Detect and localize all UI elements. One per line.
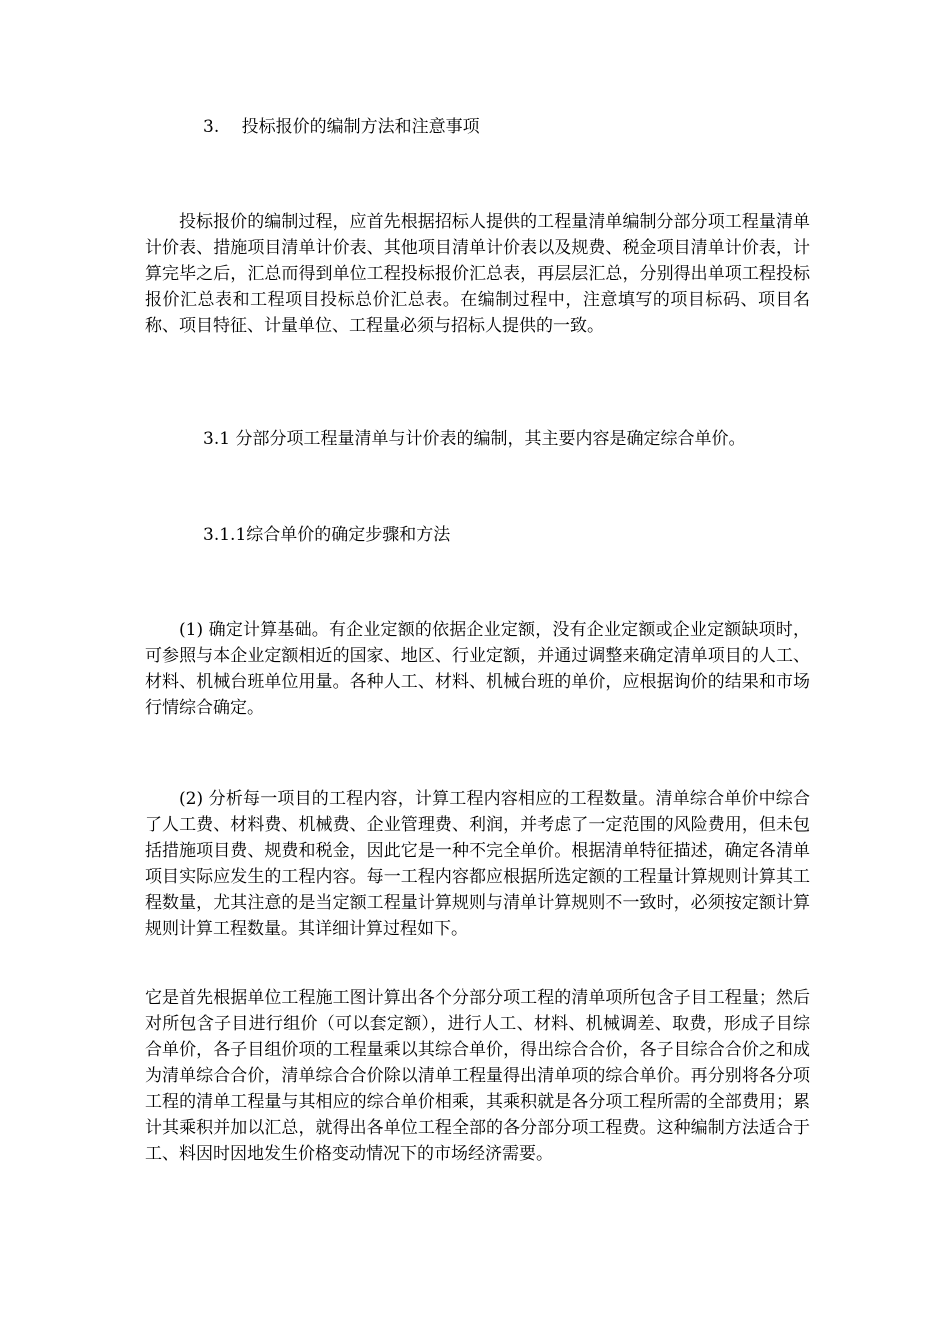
detail-paragraph: 它是首先根据单位工程施工图计算出各个分部分项工程的清单项所包含子目工程量；然后对所包含子目进行组价（可以套定额），进行人工、材料、机械调差、取费，形成子目综合单价，各子目组价项的工程量乘以其综合单价，得出综合合价，各子目综合合价之和成为清单综合合价，清单综合合价除以清单工程量得出清单项的综合单价。再分别将各分项工程的清单工程量与其相应的综合单价相乘，其乘积就是各分项工程所需的全部费用；累计其乘积并加以汇总，就得出各单位工程全部的各分部分项工程费。这种编制方法适合于工、料因时因地发生价格变动情况下的市场经济需要。 <box>145 988 810 1164</box>
section-title: 3. 投标报价的编制方法和注意事项 <box>203 117 480 137</box>
subsection-3-1-heading: 3.1 分部分项工程量清单与计价表的编制，其主要内容是确定综合单价。 <box>203 429 746 449</box>
subsection-3-1-1-heading: 3.1.1综合单价的确定步骤和方法 <box>203 525 451 545</box>
step-1-paragraph: (1) 确定计算基础。有企业定额的依据企业定额，没有企业定额或企业定额缺项时，可参照与本企业定额相近的国家、地区、行业定额，并通过调整来确定清单项目的人工、材料、机械台班单位用量。各种人工、材料、机械台班的单价，应根据询价的结果和市场行情综合确定。 <box>145 620 810 718</box>
intro-paragraph: 投标报价的编制过程，应首先根据招标人提供的工程量清单编制分部分项工程量清单计价表、措施项目清单计价表、其他项目清单计价表以及规费、税金项目清单计价表，计算完毕之后，汇总而得到单位工程投标报价汇总表，再层层汇总，分别得出单项工程投标报价汇总表和工程项目投标总价汇总表。在编制过程中，注意填写的项目标码、项目名称、项目特征、计量单位、工程量必须与招标人提供的一致。 <box>145 212 810 336</box>
step-2-paragraph: (2) 分析每一项目的工程内容，计算工程内容相应的工程数量。清单综合单价中综合了人工费、材料费、机械费、企业管理费、利润，并考虑了一定范围的风险费用，但未包括措施项目费、规费和税金，因此它是一种不完全单价。根据清单特征描述，确定各清单项目实际应发生的工程内容。每一工程内容都应根据所选定额的工程量计算规则计算其工程数量，尤其注意的是当定额工程量计算规则与清单计算规则不一致时，必须按定额计算规则计算工程数量。其详细计算过程如下。 <box>145 789 810 939</box>
